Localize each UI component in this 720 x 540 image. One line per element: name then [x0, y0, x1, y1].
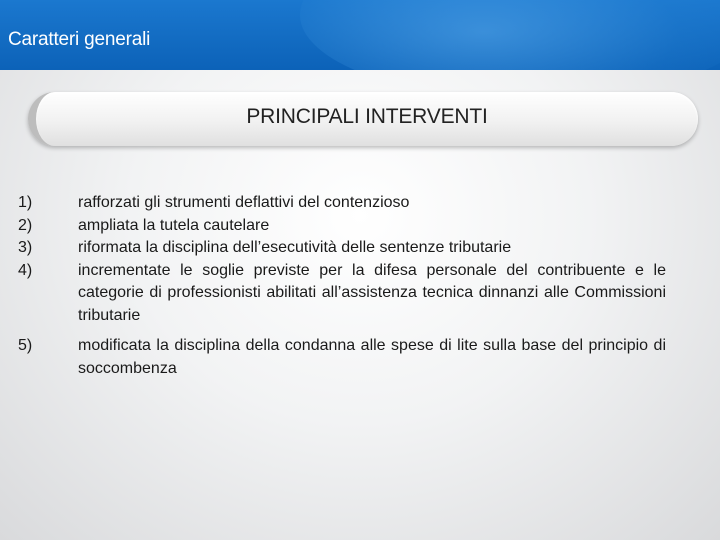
list-item-text: rafforzati gli strumenti deflattivi del contenzioso [78, 194, 410, 211]
header-decoration [300, 0, 720, 70]
section-banner [28, 92, 698, 146]
list-item [18, 192, 666, 215]
list-item-text: ampliata la tutela cautelare [78, 216, 270, 234]
list-item-number: 1) [18, 194, 33, 211]
list-item-number: 5) [18, 337, 33, 354]
slide-title: Caratteri generali [8, 29, 151, 50]
list-item [18, 237, 666, 260]
header-bar [0, 0, 720, 70]
list-item-number: 3) [18, 239, 33, 256]
list-item-text: modificata la disciplina della condanna alle spese di lite sulla base del principio di soccombenza [78, 337, 666, 377]
banner-title: PRINCIPALI INTERVENTI [246, 105, 488, 128]
list-item [18, 215, 666, 238]
list-item [18, 260, 666, 328]
list-item-text: riformata la disciplina dell’esecutività delle sentenze tributarie [78, 239, 512, 256]
list-item [18, 335, 666, 380]
list-item-text: incrementate le soglie previste per la difesa personale del contribuente e le categorie di professionisti abilitati all’assistenza tecnica dinnanzi alle Commissioni tributarie [78, 261, 666, 324]
list-item-number: 4) [18, 261, 33, 279]
list-item-number: 2) [18, 216, 33, 234]
interventions-list [18, 192, 666, 380]
